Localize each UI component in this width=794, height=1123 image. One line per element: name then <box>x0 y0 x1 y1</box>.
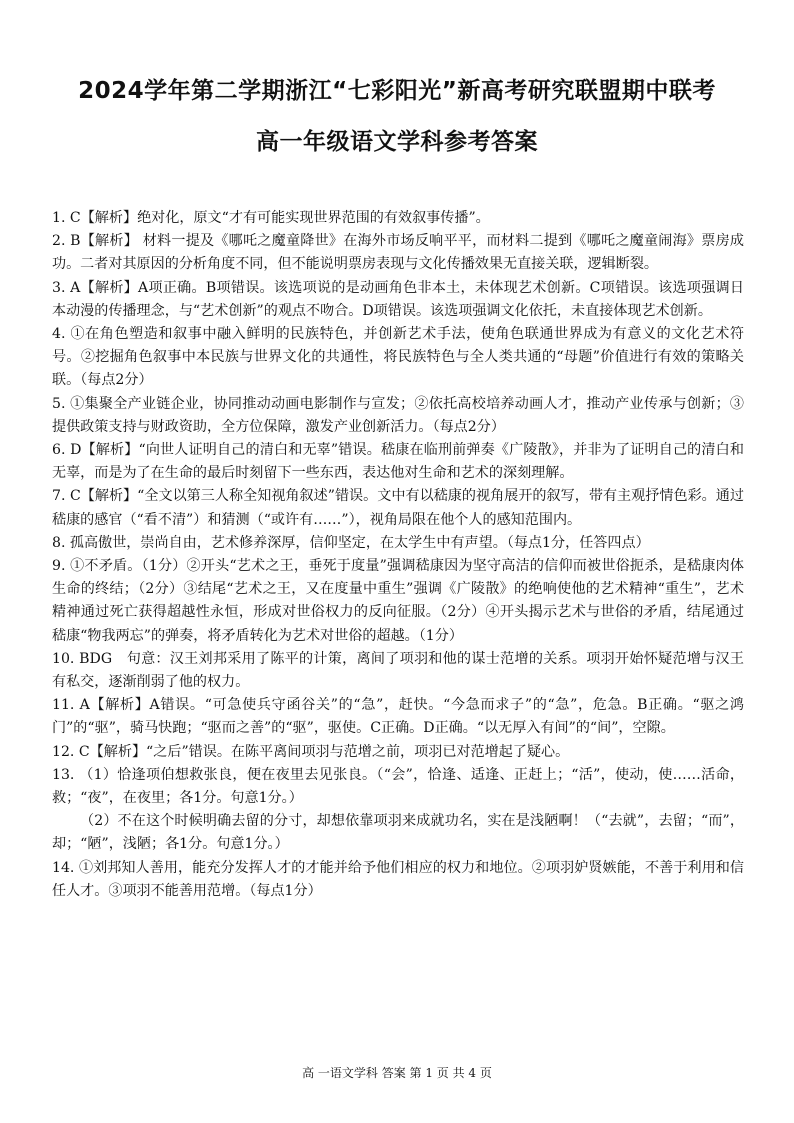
answer-item-11: 11. A【解析】A错误。“可急使兵守函谷关”的“急”，赶快。“今急而求子”的“急”，危急。B正确。“驱之鸿门”的“驱”，骑马快跑；“驱而之善”的“驱”，驱使。C正确。D正确。“以无厚入有间”的“间”，空隙。 <box>52 697 744 737</box>
page-footer: 高 一语文学科 答案 第 1 页 共 4 页 <box>302 1066 492 1080</box>
answer-item-2: 2. B【解析】 材料一提及《哪吒之魔童降世》在海外市场反响平平，而材料二提到《哪吒之魔童闹海》票房成功。二者对其原因的分析角度不同，但不能说明票房表现与文化传播效果无直接关联，逻辑断裂。 <box>52 233 744 273</box>
answer-item-3: 3. A【解析】A项正确。B项错误。该选项说的是动画角色非本土，未体现艺术创新。C项错误。该选项强调日本动漫的传播理念，与“艺术创新”的观点不吻合。D项错误。该选项强调文化依托，未直接体现艺术创新。 <box>52 279 744 319</box>
answer-item-13-part2: （2）不在这个时候明确去留的分寸，却想依靠项羽来成就功名，实在是浅陋啊！（“去就”，去留；“而”，却；“陋”，浅陋；各1分。句意1分。） <box>52 813 744 853</box>
answer-item-12: 12. C【解析】“之后”错误。在陈平离间项羽与范增之前，项羽已对范增起了疑心。 <box>52 743 570 760</box>
answer-item-6: 6. D【解析】“向世人证明自己的清白和无辜”错误。嵇康在临刑前弹奏《广陵散》，并非为了证明自己的清白和无辜，而是为了在生命的最后时刻留下一些东西，表达他对生命和艺术的深刻理解。 <box>52 442 744 482</box>
document-title: 2024学年第二学期浙江“七彩阳光”新高考研究联盟期中联考 <box>78 78 716 104</box>
answer-item-9: 9. ①不矛盾。（1分）②开头“艺术之王，垂死于度量”强调嵇康因为坚守高洁的信仰而被世俗扼杀，是嵇康肉体生命的终结；（2分）③结尾“艺术之王，又在度量中重生”强调《广陵散》的绝响使他的艺术精神“重生”，艺术精神通过死亡获得超越性永恒，形成对世俗权力的反向征服。（2分）④开头揭示艺术与世俗的矛盾，结尾通过嵇康“物我两忘”的弹奏，将矛盾转化为艺术对世俗的超越。（1分） <box>52 558 744 644</box>
answer-list <box>52 207 744 903</box>
answer-item-8: 8. 孤高傲世，崇尚自由，艺术修养深厚，信仰坚定，在太学生中有声望。（每点1分，任答四点） <box>52 534 650 551</box>
answer-item-13-part1: 13. （1）恰逢项伯想救张良，便在夜里去见张良。（“会”，恰逢、适逢、正赶上；“活”，使动，使……活命，救；“夜”，在夜里；各1分。句意1分。） <box>52 766 744 807</box>
answer-item-4: 4. ①在角色塑造和叙事中融入鲜明的民族特色，并创新艺术手法，使角色联通世界成为有意义的文化艺术符号。②挖掘角色叙事中本民族与世界文化的共通性，将民族特色与全人类共通的“母题”价值进行有效的策略关联。（每点2分） <box>52 326 744 389</box>
answer-item-10: 10. BDG 句意：汉王刘邦采用了陈平的计策，离间了项羽和他的谋士范增的关系。项羽开始怀疑范增与汉王有私交，逐渐削弱了他的权力。 <box>52 650 744 691</box>
answer-item-1: 1. C【解析】绝对化，原文“才有可能实现世界范围的有效叙事传播”。 <box>52 210 490 226</box>
document-subtitle: 高一年级语文学科参考答案 <box>256 129 538 155</box>
answer-item-5: 5. ①集聚全产业链企业，协同推动动画电影制作与宣发；②依托高校培养动画人才，推动产业传承与创新；③提供政策支持与财政资助，全方位保障，激发产业创新活力。（每点2分） <box>52 395 744 435</box>
answer-item-7: 7. C【解析】“全文以第三人称全知视角叙述”错误。文中有以嵇康的视角展开的叙写，带有主观抒情色彩。通过嵇康的感官（“看不清”）和猜测（“或许有……”），视角局限在他个人的感知范围内。 <box>52 488 744 528</box>
answer-item-14: 14. ①刘邦知人善用，能充分发挥人才的才能并给予他们相应的权力和地位。②项羽妒贤嫉能，不善于利用和信任人才。③项羽不能善用范增。（每点1分） <box>52 859 744 899</box>
